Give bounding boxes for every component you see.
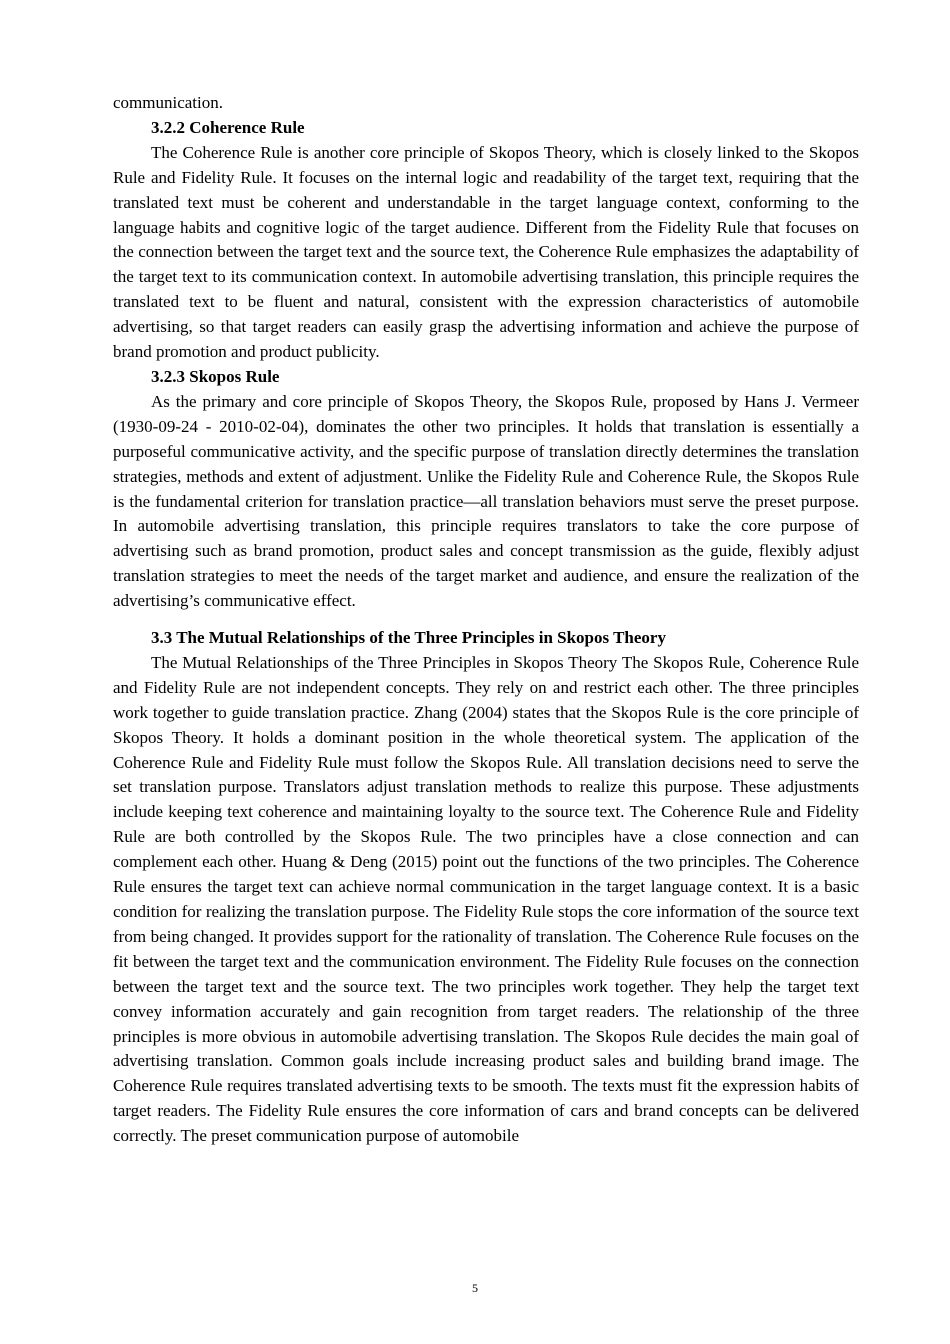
section-body-3-3: The Mutual Relationships of the Three Principles in Skopos Theory The Skopos Rule, Coherence Rule and Fidelity Rule are not independent concepts. They rely on and restrict each other. The three principles work together to guide translation practice. Zhang (2004) states that the Skopos Rule is the core principle of Skopos Theory. It holds a dominant position in the whole theoretical system. The application of the Coherence Rule and Fidelity Rule must follow the Skopos Rule. All translation decisions need to serve the set translation purpose. Translators adjust translation methods to realize this purpose. These adjustments include keeping text coherence and maintaining loyalty to the source text. The Coherence Rule and Fidelity Rule are both controlled by the Skopos Rule. The two principles have a close connection and can complement each other. Huang & Deng (2015) point out the functions of the two principles. The Coherence Rule ensures the target text can achieve normal communication in the target language context. It is a basic condition for realizing the translation purpose. The Fidelity Rule stops the core information of the source text from being changed. It provides support for the rationality of translation. The Coherence Rule focuses on the fit between the target text and the communication environment. The Fidelity Rule focuses on the connection between the target text and the source text. The two principles work together. They help the target text convey information accurately and gain recognition from target readers. The relationship of the three principles is more obvious in automobile advertising translation. The Skopos Rule decides the main goal of advertising translation. Common goals include increasing product sales and building brand image. The Coherence Rule requires translated advertising texts to be smooth. The texts must fit the expression habits of target readers. The Fidelity Rule ensures the core information of cars and brand concepts can be delivered correctly. The preset communication purpose of automobile	[113, 652, 859, 1146]
section-heading-3-2-3: 3.2.3 Skopos Rule	[151, 366, 280, 386]
document-page	[113, 91, 859, 1149]
continued-paragraph: communication.	[113, 93, 224, 112]
section-heading-3-3: 3.3 The Mutual Relationships of the Three Principles in Skopos Theory	[151, 628, 666, 648]
section-body-3-2-2: The Coherence Rule is another core principle of Skopos Theory, which is closely linked to the Skopos Rule and Fidelity Rule. It focuses on the internal logic and readability of the target text, requiring that the translated text must be coherent and understandable in the target language context, conforming to the language habits and cognitive logic of the target audience. Different from the Fidelity Rule that focuses on the connection between the target text and the source text, the Coherence Rule emphasizes the adaptability of the target text to its communication context. In automobile advertising translation, this principle requires the translated text to be fluent and natural, consistent with the expression characteristics of automobile advertising, so that target readers can easily grasp the advertising information and achieve the purpose of brand promotion and product publicity.	[113, 142, 859, 362]
section-body-3-2-3: As the primary and core principle of Skopos Theory, the Skopos Rule, proposed by Hans J. Vermeer (1930-09-24 - 2010-02-04), dominates the other two principles. It holds that translation is essentially a purposeful communicative activity, and the specific purpose of translation directly determines the translation strategies, methods and extent of adjustment. Unlike the Fidelity Rule and Coherence Rule, the Skopos Rule is the fundamental criterion for translation practice—all translation behaviors must serve the preset purpose. In automobile advertising translation, this principle requires translators to take the core purpose of advertising such as brand promotion, product sales and concept transmission as the guide, flexibly adjust translation strategies to meet the needs of the target market and audience, and ensure the realization of the advertising’s communicative effect.	[113, 391, 859, 611]
page-number: 5	[472, 1281, 478, 1295]
section-heading-3-2-2: 3.2.2 Coherence Rule	[151, 117, 305, 137]
